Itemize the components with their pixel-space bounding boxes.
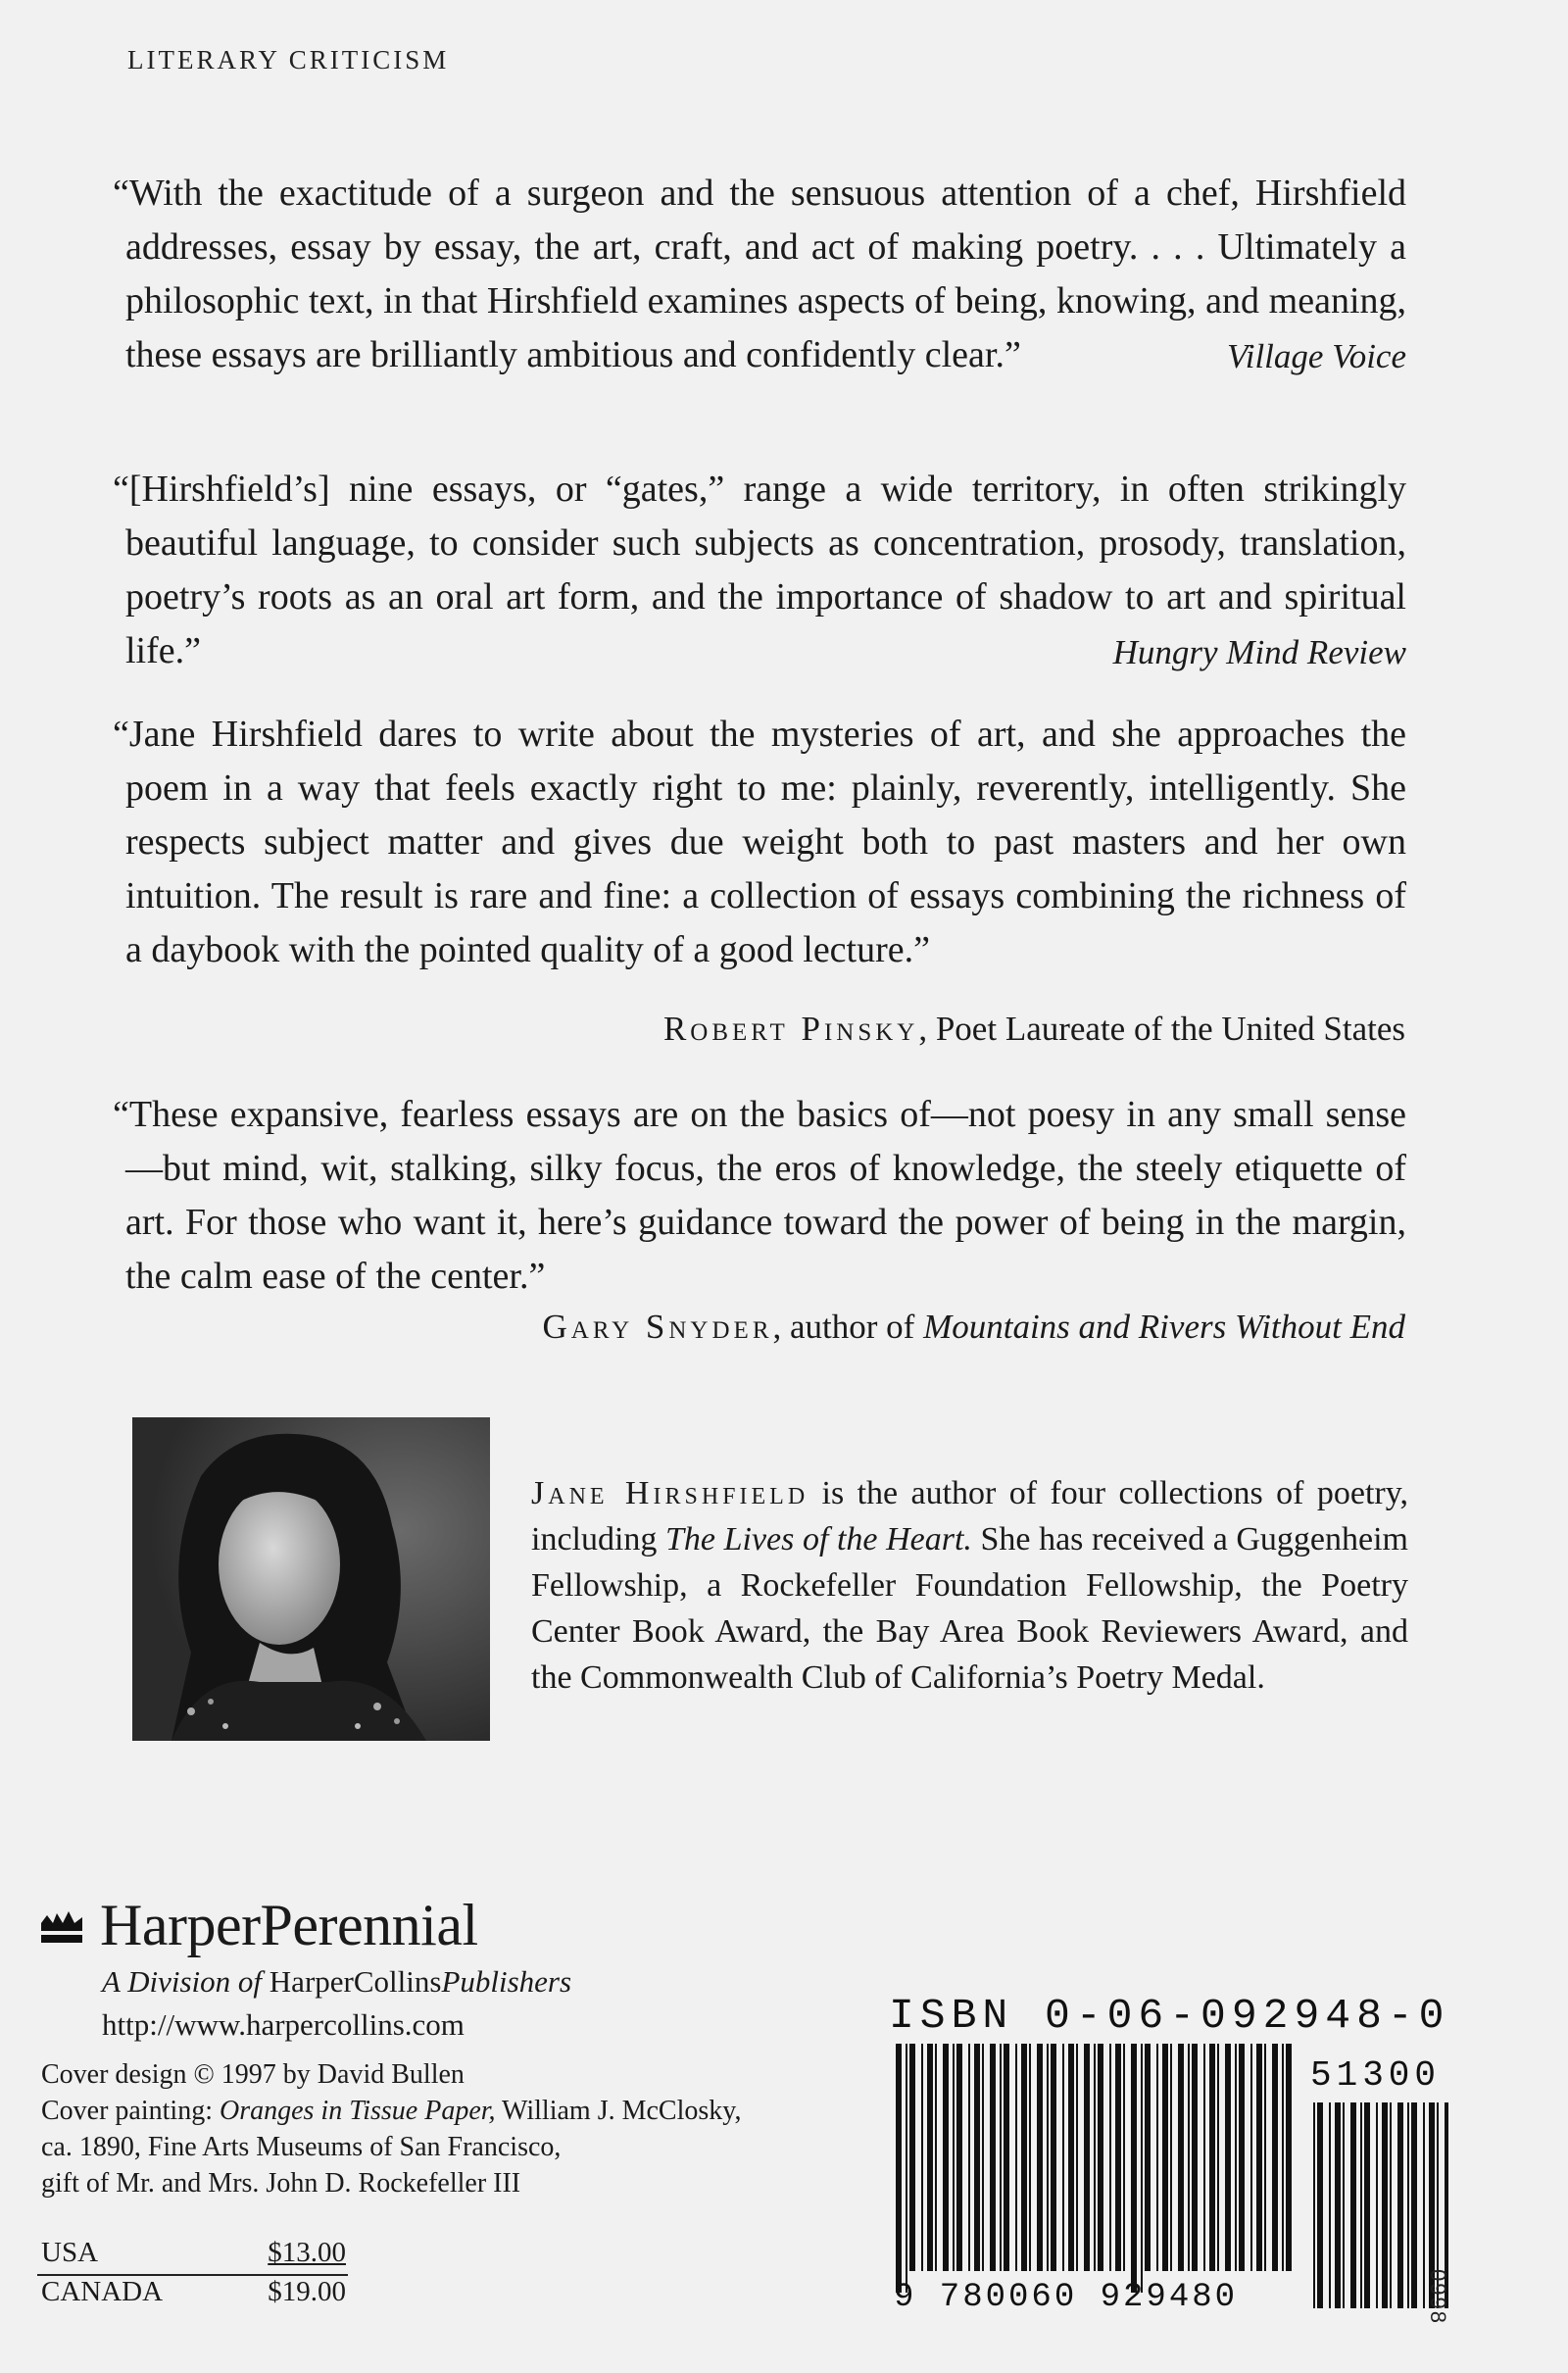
author-bio	[531, 1470, 1408, 1701]
review-hungry-mind	[108, 463, 1406, 676]
barcode-bar	[1015, 2044, 1017, 2271]
barcode-bar	[1062, 2044, 1064, 2271]
barcode-bar	[1286, 2044, 1292, 2271]
barcode-bar	[1203, 2044, 1205, 2271]
barcode-bar	[1094, 2044, 1096, 2271]
barcode-bar	[1145, 2044, 1151, 2271]
barcode-bar	[1411, 2102, 1417, 2308]
barcode-bar	[1115, 2044, 1121, 2271]
attribution-title: , Poet Laureate of the United States	[918, 1010, 1405, 1048]
barcode-bar	[974, 2044, 980, 2271]
credit-design: Cover design © 1997 by David Bullen	[41, 2059, 465, 2090]
barcode-bar	[1343, 2102, 1345, 2308]
attribution-work: Mountains and Rivers Without End	[923, 1308, 1405, 1346]
barcode-bar	[1313, 2102, 1315, 2308]
category-label: LITERARY CRITICISM	[127, 45, 450, 74]
barcode-bar	[1188, 2044, 1190, 2271]
barcode-bar	[1068, 2044, 1074, 2271]
barcode-bar	[1350, 2102, 1356, 2308]
barcode-bar	[1192, 2044, 1198, 2271]
review-source: Hungry Mind Review	[1112, 633, 1406, 671]
attribution-name: Robert Pinsky	[662, 1010, 919, 1048]
isbn-label: ISBN 0-06-092948-0	[889, 1992, 1450, 2040]
side-code: 0998	[1426, 2269, 1450, 2325]
barcode-bar	[1217, 2044, 1219, 2271]
barcode-bar	[1098, 2044, 1103, 2271]
price-row-canada: CANADA $19.00	[41, 2276, 346, 2307]
barcode-bar	[1004, 2044, 1009, 2271]
barcode-bar	[1162, 2044, 1168, 2271]
barcode-bar	[1109, 2044, 1111, 2271]
barcode-bar	[968, 2044, 970, 2271]
barcode-bar	[1360, 2102, 1362, 2308]
publisher-division: A Division of HarperCollinsPublishers	[102, 1964, 572, 1999]
barcode-bar	[1282, 2044, 1284, 2271]
barcode-bar	[935, 2044, 937, 2271]
barcode-bar	[1029, 2044, 1031, 2271]
credit-line: gift of Mr. and Mrs. John D. Rockefeller III	[41, 2168, 521, 2199]
barcode-bar	[1131, 2044, 1137, 2293]
attribution-name: Gary Snyder	[542, 1308, 773, 1346]
review-quote: “[Hirshfield’s] nine essays, or “gates,” range a wide territory, in often strikingly beautiful language, to consider such subjects as concentration, prosody, translation, poetry’s roots as an oral art form, and the importance of shadow to art and spiritual life.”	[113, 469, 1406, 671]
cover-credits	[41, 2056, 741, 2201]
barcode-bar	[1264, 2044, 1266, 2271]
barcode-bar	[1021, 2044, 1027, 2271]
barcode-price-code: 51300	[1310, 2055, 1442, 2096]
barcode-bar	[927, 2044, 933, 2271]
barcode-bar	[956, 2044, 962, 2271]
barcode-bar	[1335, 2102, 1341, 2308]
review-quote: “Jane Hirshfield dares to write about the mysteries of art, and she approaches the poem in a way that feels exactly right to me: plainly, reverently, intelligently. She respects subject matter and gives due weight both to past masters and her own intuition. The result is rare and fine: a collection of essays combining the richness of a daybook with the pointed quality of a good lecture.”	[113, 714, 1406, 970]
barcode-bar	[1235, 2044, 1237, 2271]
barcode-bar	[953, 2044, 955, 2271]
harper-fire-logo-icon	[39, 1905, 84, 1950]
barcode-bar	[1407, 2102, 1409, 2308]
barcode-bar	[896, 2044, 902, 2293]
review-quote: “These expansive, fearless essays are on the basics of—not poesy in any small sense—but mind, wit, stalking, silky focus, the eros of knowledge, the steely etiquette of art. For those who want it, here’s guidance toward the power of being in the margin, the calm ease of the center.”	[113, 1094, 1406, 1297]
barcode-number: 9 780060 929480	[894, 2279, 1239, 2316]
barcode-bar	[1376, 2102, 1378, 2308]
barcode-bar	[982, 2044, 984, 2271]
author-name: Jane Hirshfield	[531, 1475, 809, 1511]
barcode-bar	[909, 2044, 915, 2271]
author-photo	[132, 1417, 490, 1741]
barcode-bar	[1272, 2044, 1278, 2271]
barcode-bar	[921, 2044, 923, 2271]
barcode-bar	[1084, 2044, 1090, 2271]
barcode-bar	[943, 2044, 949, 2271]
barcode-bar	[906, 2044, 907, 2293]
barcode-bar	[1156, 2044, 1158, 2271]
publisher-url: http://www.harpercollins.com	[102, 2007, 465, 2042]
barcode-bar	[1000, 2044, 1002, 2271]
review-quote: “With the exactitude of a surgeon and the sensuous attention of a chef, Hirshfield addresses, essay by essay, the art, craft, and act of making poetry. . . . Ultimately a philosophic text, in that Hirshfield examines aspects of being, knowing, and meaning, these essays are brilliantly ambitious and confidently clear.”	[113, 173, 1406, 375]
barcode-bar	[1076, 2044, 1078, 2271]
barcode-bar	[1123, 2044, 1125, 2271]
review-snyder	[108, 1088, 1406, 1304]
credit-line: ca. 1890, Fine Arts Museums of San Francisco,	[41, 2132, 562, 2162]
barcode-bar	[1051, 2044, 1056, 2271]
review-pinsky	[108, 708, 1406, 977]
review-source: Village Voice	[1226, 337, 1406, 375]
bio-text: She has received a Guggenheim Fellowship, a Rockefeller Foundation Fellowship, the Poetry Center Book Award, the Bay Area Book Reviewers Award, and the Commonwealth Club of California’s Poetry Medal.	[531, 1521, 1408, 1696]
barcode-bar	[1209, 2044, 1215, 2271]
price-row-usa: USA $13.00	[37, 2237, 348, 2276]
barcode-bar	[1225, 2044, 1231, 2271]
bio-text: is the author of four collections of poetry, including	[531, 1475, 1409, 1557]
barcode-bar	[1382, 2102, 1388, 2308]
barcode-bar	[1256, 2044, 1262, 2271]
credit-painting: Cover painting: Oranges in Tissue Paper, William J. McClosky,	[41, 2096, 742, 2126]
barcode-bar	[1329, 2102, 1331, 2308]
review-attribution-snyder	[542, 1308, 1405, 1347]
bio-book-title: The Lives of the Heart.	[665, 1521, 972, 1557]
barcode-bar	[1178, 2044, 1184, 2271]
barcode-bar	[1317, 2102, 1323, 2308]
barcode-bar	[1239, 2044, 1245, 2271]
review-attribution-pinsky	[663, 1010, 1405, 1049]
barcode-bar	[1047, 2044, 1049, 2271]
barcode-bar	[1250, 2044, 1252, 2271]
barcode-bar	[990, 2044, 996, 2271]
publisher-name: HarperPerennial	[100, 1893, 478, 1957]
barcode-bar	[1397, 2102, 1403, 2308]
price-table	[37, 2237, 348, 2313]
barcode-bar	[1364, 2102, 1370, 2308]
barcode-bar	[1390, 2102, 1392, 2308]
barcode-bar	[1141, 2044, 1143, 2293]
review-village-voice	[108, 167, 1406, 380]
barcode-bar	[1170, 2044, 1172, 2271]
barcode	[882, 2044, 1460, 2338]
attribution-prefix: , author of	[772, 1308, 924, 1346]
barcode-bar	[1037, 2044, 1043, 2271]
